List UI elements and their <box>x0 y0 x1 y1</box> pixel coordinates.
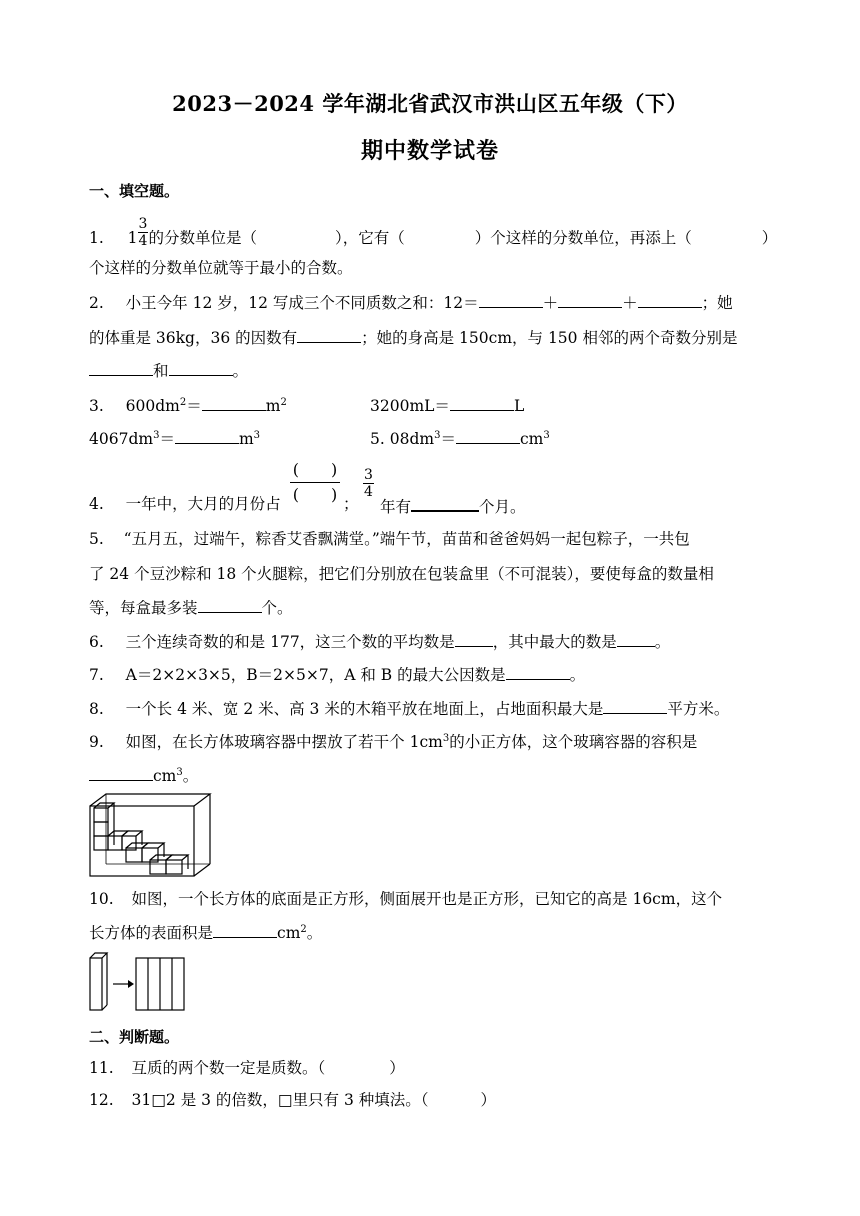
question-9-line-2: $cm^3$。 <box>89 764 198 786</box>
question-5-line-2: 了 24 个豆沙粽和 18 个火腿粽，把它们分别放在包装盒里（不可混装），要使每盒的数量相 <box>89 565 714 583</box>
question-12-line: 12. 31□2 是 3 的倍数，□里只有 3 种填法。（ ） <box>89 1091 497 1109</box>
question-10-line-1: 10. 如图，一个长方体的底面是正方形，侧面展开也是正方形，已知它的高是 16cm，这个 <box>89 890 723 908</box>
answer-blank[interactable] <box>411 494 479 512</box>
question-3-part-c: $4067dm^3= m^3$ <box>89 427 260 449</box>
question-5-line-3: 等，每盒最多装 个。 <box>89 596 293 618</box>
answer-blank[interactable] <box>479 291 543 308</box>
answer-blank[interactable] <box>169 359 233 376</box>
answer-blank[interactable] <box>450 394 514 411</box>
answer-blank[interactable] <box>202 394 266 411</box>
question-8-line: 8. 一个长 4 米、宽 2 米、高 3 米的木箱平放在地面上，占地面积最大是 平方米。 <box>89 697 729 719</box>
exam-title-line1: 2023－2024 学年湖北省武汉市洪山区五年级（下） <box>172 91 688 116</box>
question-7-line: 7. A＝2×2×3×5，B＝2×5×7，A 和 B 的最大公因数是 。 <box>89 663 585 685</box>
answer-blank[interactable] <box>456 427 520 444</box>
fraction-blank-parentheses[interactable]: ( ) ( ) <box>290 458 340 507</box>
question-6-line: 6. 三个连续奇数的和是 177，这三个数的平均数是 ，其中最大的数是 。 <box>89 630 670 652</box>
answer-blank[interactable] <box>455 630 493 647</box>
answer-blank[interactable] <box>617 630 655 647</box>
answer-blank[interactable] <box>558 291 622 308</box>
question-11-line: 11. 互质的两个数一定是质数。（ ） <box>89 1059 405 1077</box>
mixed-number-whole: 1 <box>127 229 138 247</box>
fraction-three-quarters: $\frac{3}{4}$ <box>364 467 373 500</box>
question-1-line-2: 个这样的分数单位就等于最小的合数。 <box>89 259 353 277</box>
answer-blank[interactable] <box>297 326 361 343</box>
question-9-line-1: 9. 如图，在长方体玻璃容器中摆放了若干个 $1cm^3$的小正方体，这个玻璃容器的容积是 <box>89 732 698 751</box>
answer-blank[interactable] <box>89 764 153 781</box>
question-1-line-1: 1. 1 $\frac{3}{4}$ 的分数单位是（ ），它有（ ）个这样的分数单位，再添上（ ） <box>89 215 778 249</box>
question-number: 1. <box>89 229 104 247</box>
question-4-line: 4. 一年中，大月的月份占 <box>89 495 281 513</box>
question-3-part-b: 3200mL＝ L <box>370 394 524 416</box>
fraction-three-quarters: $\frac{3}{4}$ <box>138 215 148 249</box>
answer-blank[interactable] <box>175 427 239 444</box>
answer-blank[interactable] <box>89 359 153 376</box>
prism-unfold-figure <box>88 952 188 1012</box>
question-5-line-1: 5. “五月五，过端午，粽香艾香飘满堂。”端午节，苗苗和爸爸妈妈一起包粽子，一共包 <box>89 530 690 548</box>
question-3-part-d: 5. $08dm^3= cm^3$ <box>370 427 550 449</box>
question-10-line-2: 长方体的表面积是 $cm^2$。 <box>89 921 322 943</box>
answer-blank[interactable] <box>506 663 570 680</box>
section-heading-fill-in: 一、填空题。 <box>89 182 180 200</box>
question-2-line-2: 的体重是 36kg，36 的因数有 ；她的身高是 150cm，与 150 相邻的两个奇数分别是 <box>89 326 737 348</box>
question-3-line-1: 3. $600dm^2= m^2$ <box>89 394 287 416</box>
exam-title-line2: 期中数学试卷 <box>360 138 499 164</box>
question-2-line-3: 和 。 <box>89 359 248 381</box>
answer-blank[interactable] <box>638 291 702 308</box>
glass-container-cubes-figure <box>88 792 212 878</box>
section-heading-true-false: 二、判断题。 <box>89 1028 180 1046</box>
question-4-separator: ； <box>343 495 359 513</box>
answer-blank[interactable] <box>198 596 262 613</box>
question-4-tail: 年有 个月。 <box>380 494 526 517</box>
answer-blank[interactable] <box>213 921 277 938</box>
answer-blank[interactable] <box>603 697 667 714</box>
question-2-line-1: 2. 小王今年 12 岁，12 写成三个不同质数之和：12＝ ＋ ＋ ；她 <box>89 291 733 313</box>
